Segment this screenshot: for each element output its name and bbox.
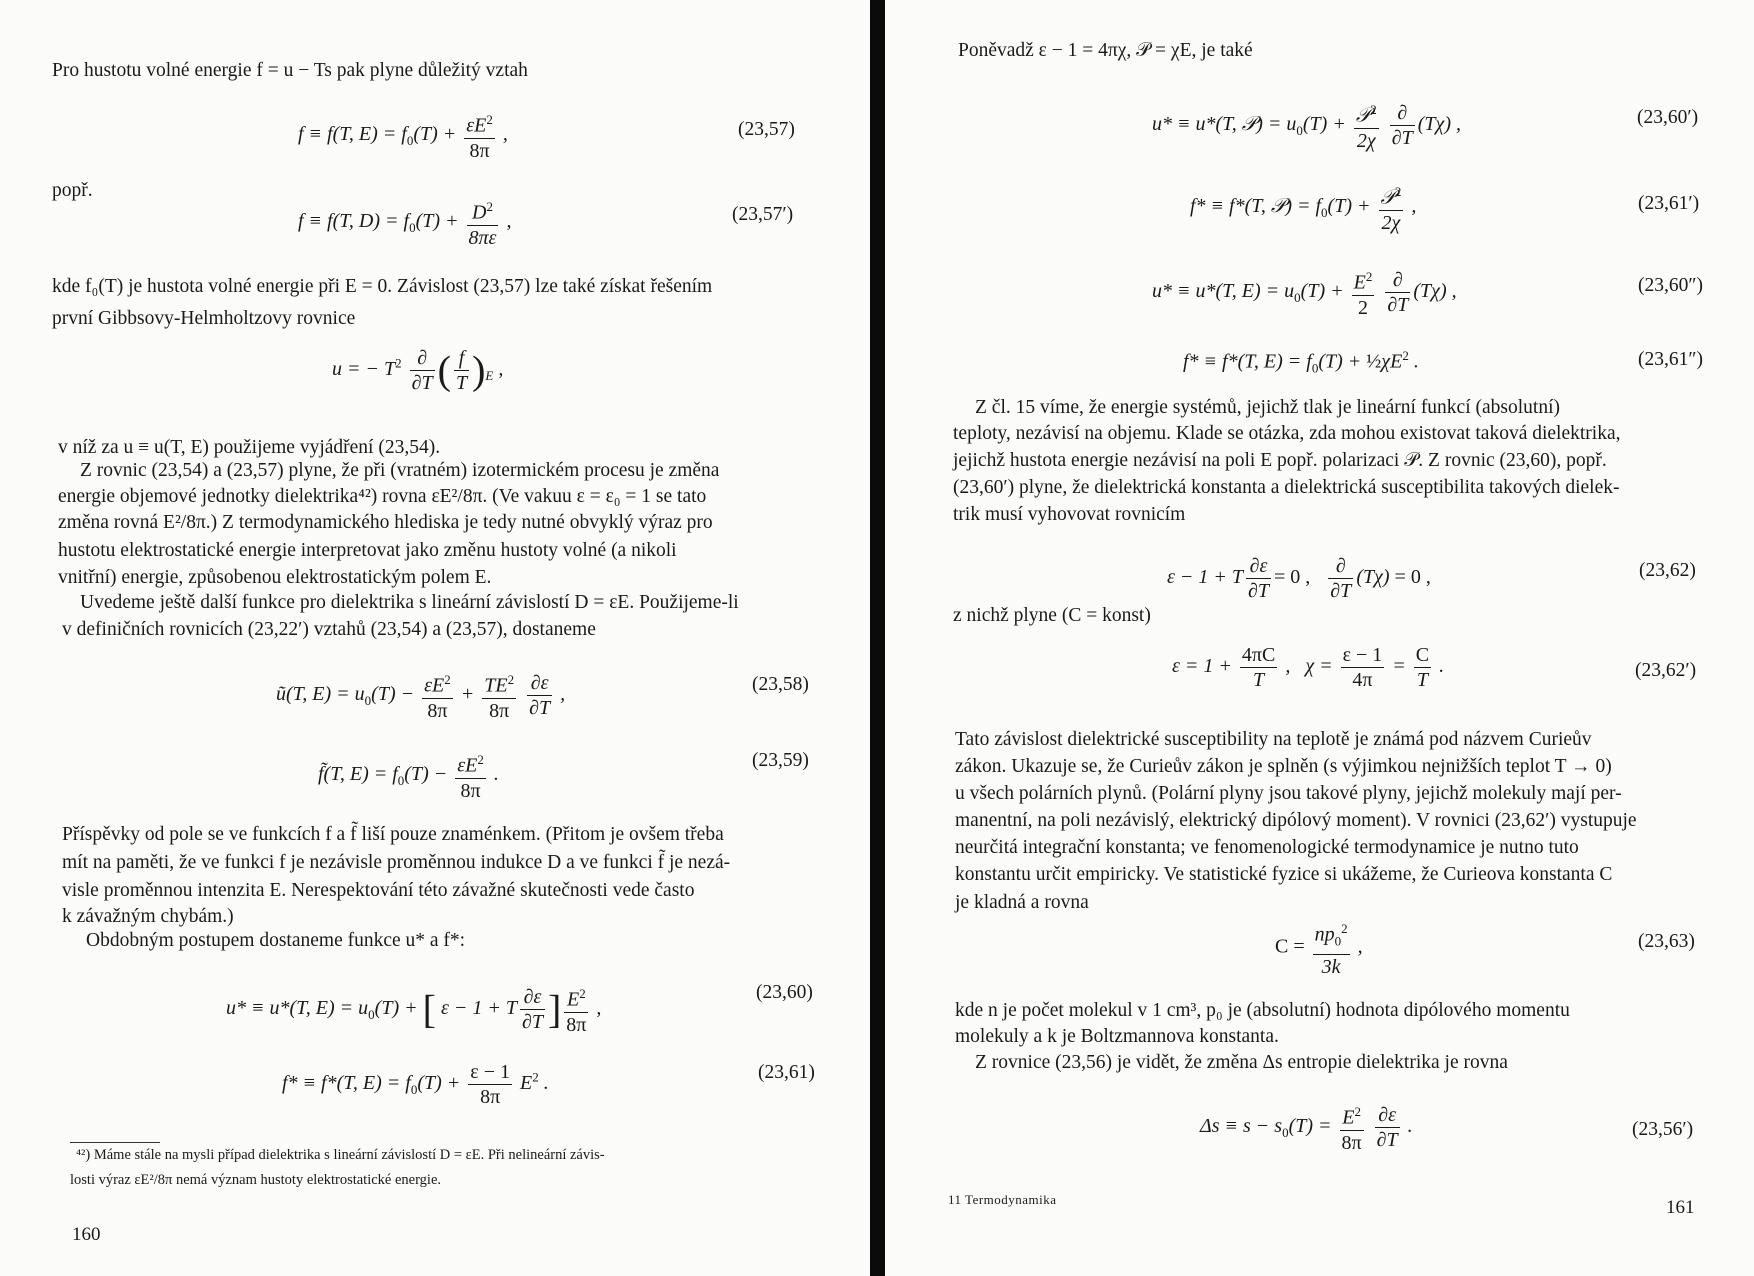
- running-footer: 11 Termodynamika: [948, 1192, 1057, 1207]
- equation-23-57-prime: f ≡ f(T, $D) = f_0(T)$ + $\frac{D^2}{8\pi\varepsilon}$ ,: [298, 195, 511, 250]
- equation-23-62-prime: ε = 1 + $\frac{4\pi C}{T}$ , χ = $\frac{\varepsilon - 1}{4\pi}$ = $\frac{C}{T}$ .: [1172, 644, 1445, 691]
- text-line: Z čl. 15 víme, že energie systémů, jejichž tlak je lineární funkcí (absolutní): [975, 397, 1560, 418]
- equation-23-61: f* ≡ f*(T, $E) = f_0(T)$ + $\frac{\varepsilon - 1}{8\pi}$ $E^2$ .: [282, 1061, 549, 1108]
- text-line: visle proměnnou intenzita E. Nerespektování této závažné skutečnosti vede často: [62, 880, 695, 901]
- text-line: teploty, nezávisí na objemu. Klade se otázka, zda mohou existovat taková dielektrika,: [953, 423, 1621, 444]
- text-line: Z rovnice (23,56) je vidět, že změna Δs entropie dielektrika je rovna: [975, 1052, 1508, 1073]
- equation-number: (23,61): [758, 1062, 815, 1083]
- equation-number: (23,62): [1639, 560, 1696, 581]
- text-line: v definičních rovnicích (23,22′) vztahů (23,54) a (23,57), dostaneme: [62, 619, 596, 640]
- text-line: molekuly a k je Boltzmannova konstanta.: [955, 1026, 1279, 1047]
- text-line: kde n je počet molekul v 1 cm³, p₀ je (absolutní) hodnota dipólového momentu: [955, 1000, 1570, 1021]
- page-number: 161: [1666, 1197, 1695, 1218]
- equation-number: (23,61′): [1638, 193, 1700, 214]
- text-line: k závažným chybám.): [62, 906, 234, 927]
- text-line: popř.: [52, 180, 93, 201]
- text-line: v níž za u ≡ u(T, E) použijeme vyjádření (23,54).: [58, 437, 441, 458]
- text-line: Pro hustotu volné energie f = u − Ts pak plyne důležitý vztah: [52, 60, 528, 81]
- text-line: Obdobným postupem dostaneme funkce u* a f*:: [86, 930, 466, 951]
- equation-23-60-prime: u* ≡ u*(T, 𝒫) = $u_0(T)$ + $\frac{𝒫^2}{2\chi}$ $\frac{\partial}{\partial T}$ (Tχ) ,: [1152, 98, 1461, 153]
- equation-number: (23,56′): [1632, 1119, 1694, 1140]
- footnote-line: losti výraz εE²/8π nemá význam hustoty elektrostatické energie.: [70, 1172, 442, 1188]
- text-line: zákon. Ukazuje se, že Curieův zákon je splněn (s výjimkou nejnižších teplot T → 0): [955, 756, 1612, 777]
- footnote-line: ⁴²) Máme stále na mysli případ dielektrika s lineární závislostí D = εE. Při nelineární závis-: [76, 1147, 605, 1163]
- text-line: Uvedeme ještě další funkce pro dielektrika s lineární závislostí D = εE. Použijeme-li: [80, 592, 739, 613]
- text-line: Příspěvky od pole se ve funkcích f a f̃ liší pouze znaménkem. (Přitom je ovšem třeba: [62, 824, 724, 845]
- text-line: u všech polárních plynů. (Polární plyny jsou takové plyny, jejichž molekuly mají per-: [955, 783, 1622, 804]
- equation-23-57: f ≡ f(T, $E) = f_0(T)$ + $\frac{\varepsilon E^2}{8\pi}$ ,: [298, 108, 508, 163]
- text-line: Poněvadž ε − 1 = 4πχ, 𝒫 = χE, je také: [958, 40, 1253, 61]
- equation-number: (23,63): [1638, 931, 1695, 952]
- equation-gibbs-helmholtz: u = − $T^2$ $\frac{\partial}{\partial T}$ ( $\frac{f}{T}$ )$_E$ ,: [332, 347, 504, 394]
- text-line: Tato závislost dielektrické susceptibility na teplotě je známá pod názvem Curieův: [955, 729, 1592, 750]
- equation-23-59: f̃(T, $E) = f_0(T)$ − $\frac{\varepsilon E^2}{8\pi}$ .: [318, 748, 499, 803]
- right-page: [885, 0, 1754, 1276]
- equation-number: (23,60): [756, 982, 813, 1003]
- book-spine: [870, 0, 885, 1276]
- equation-23-61-prime: f* ≡ f*(T, 𝒫) = $f_0(T)$ + $\frac{𝒫^2}{2\chi}$ ,: [1190, 180, 1416, 235]
- equation-number: (23,59): [752, 750, 809, 771]
- text-line: kde f₀(T) je hustota volné energie při E = 0. Závislost (23,57) lze také získat řešením: [52, 276, 713, 297]
- text-line: je kladná a rovna: [955, 892, 1089, 913]
- text-line: z nichž plyne (C = konst): [953, 605, 1151, 626]
- equation-23-60-double-prime: u* ≡ u*(T, $E) = u_0(T)$ + $\frac{E^2}{2}$ $\frac{\partial}{\partial T}$ (Tχ) ,: [1152, 265, 1457, 320]
- left-page: [0, 0, 870, 1276]
- text-line: manentní, na poli nezávislý, elektrický dipólový moment). V rovnici (23,62′) vystupuje: [955, 810, 1637, 831]
- equation-23-62: ε − 1 + T $\frac{\partial\varepsilon}{\partial T}$ = 0 , $\frac{\partial}{\partial T}$ (Tχ) = 0 ,: [1167, 555, 1431, 602]
- text-line: energie objemové jednotky dielektrika⁴²) rovna εE²/8π. (Ve vakuu ε = ε₀ = 1 se tato: [58, 486, 707, 507]
- equation-number: (23,60′): [1637, 107, 1699, 128]
- equation-number: (23,57): [738, 119, 795, 140]
- text-line: konstantu určit empiricky. Ve statistické fyzice si ukážeme, že Curieova konstanta C: [955, 864, 1613, 885]
- page-number: 160: [72, 1224, 101, 1245]
- text-line: změna rovná E²/8π.) Z termodynamického hlediska je tedy nutné obvyklý výraz pro: [58, 512, 713, 533]
- text-line: první Gibbsovy-Helmholtzovy rovnice: [52, 308, 356, 329]
- equation-23-61-double-prime: f* ≡ f*(T, $E) = f_0(T)$ + $\frac{1}{2}\chi E^2$ .: [1183, 348, 1419, 376]
- equation-number: (23,58): [752, 674, 809, 695]
- equation-number: (23,60″): [1638, 275, 1703, 296]
- equation-23-63: C = $\frac{np_0^2}{3k}$ ,: [1275, 917, 1363, 979]
- text-line: (23,60′) plyne, že dielektrická konstanta a dielektrická susceptibilita takových dielek-: [953, 477, 1620, 498]
- equation-number: (23,61″): [1638, 349, 1703, 370]
- text-line: mít na paměti, že ve funkci f je nezávisle proměnnou indukce D a ve funkci f̃ je nezá-: [62, 852, 731, 873]
- text-line: jejichž hustota energie nezávisí na poli E popř. polarizaci 𝒫. Z rovnic (23,60), popř.: [953, 450, 1607, 471]
- equation-23-60: u* ≡ u*(T, $E) = u_0(T)$ + [ ε − 1 + T $\frac{\partial\varepsilon}{\partial T}$ ] $\frac{E^2}{8\pi}$ ,: [226, 982, 601, 1037]
- text-line: neurčitá integrační konstanta; ve fenomenologické termodynamice je nutno tuto: [955, 837, 1579, 858]
- equation-number: (23,62′): [1635, 660, 1697, 681]
- footnote-rule: [70, 1142, 160, 1143]
- equation-23-58: ũ(T, $E) = u_0(T)$ − $\frac{\varepsilon E^2}{8\pi}$ + $\frac{TE^2}{8\pi}$ $\frac{\partial\varepsilon}{\partial T}$ ,: [276, 668, 565, 723]
- text-line: vnitřní) energie, způsobenou elektrostatickým polem E.: [58, 567, 492, 588]
- text-line: Z rovnic (23,54) a (23,57) plyne, že při (vratném) izotermickém procesu je změna: [80, 460, 720, 481]
- text-line: trik musí vyhovovat rovnicím: [953, 504, 1186, 525]
- equation-number: (23,57′): [732, 204, 794, 225]
- text-line: hustotu elektrostatické energie interpretovat jako změnu hustoty volné (a nikoli: [58, 540, 677, 561]
- equation-23-56-prime: $\Delta s \equiv s - s_0(T)$ = $\frac{E^2}{8\pi}$ $\frac{\partial\varepsilon}{\partial T}$ .: [1200, 1100, 1413, 1155]
